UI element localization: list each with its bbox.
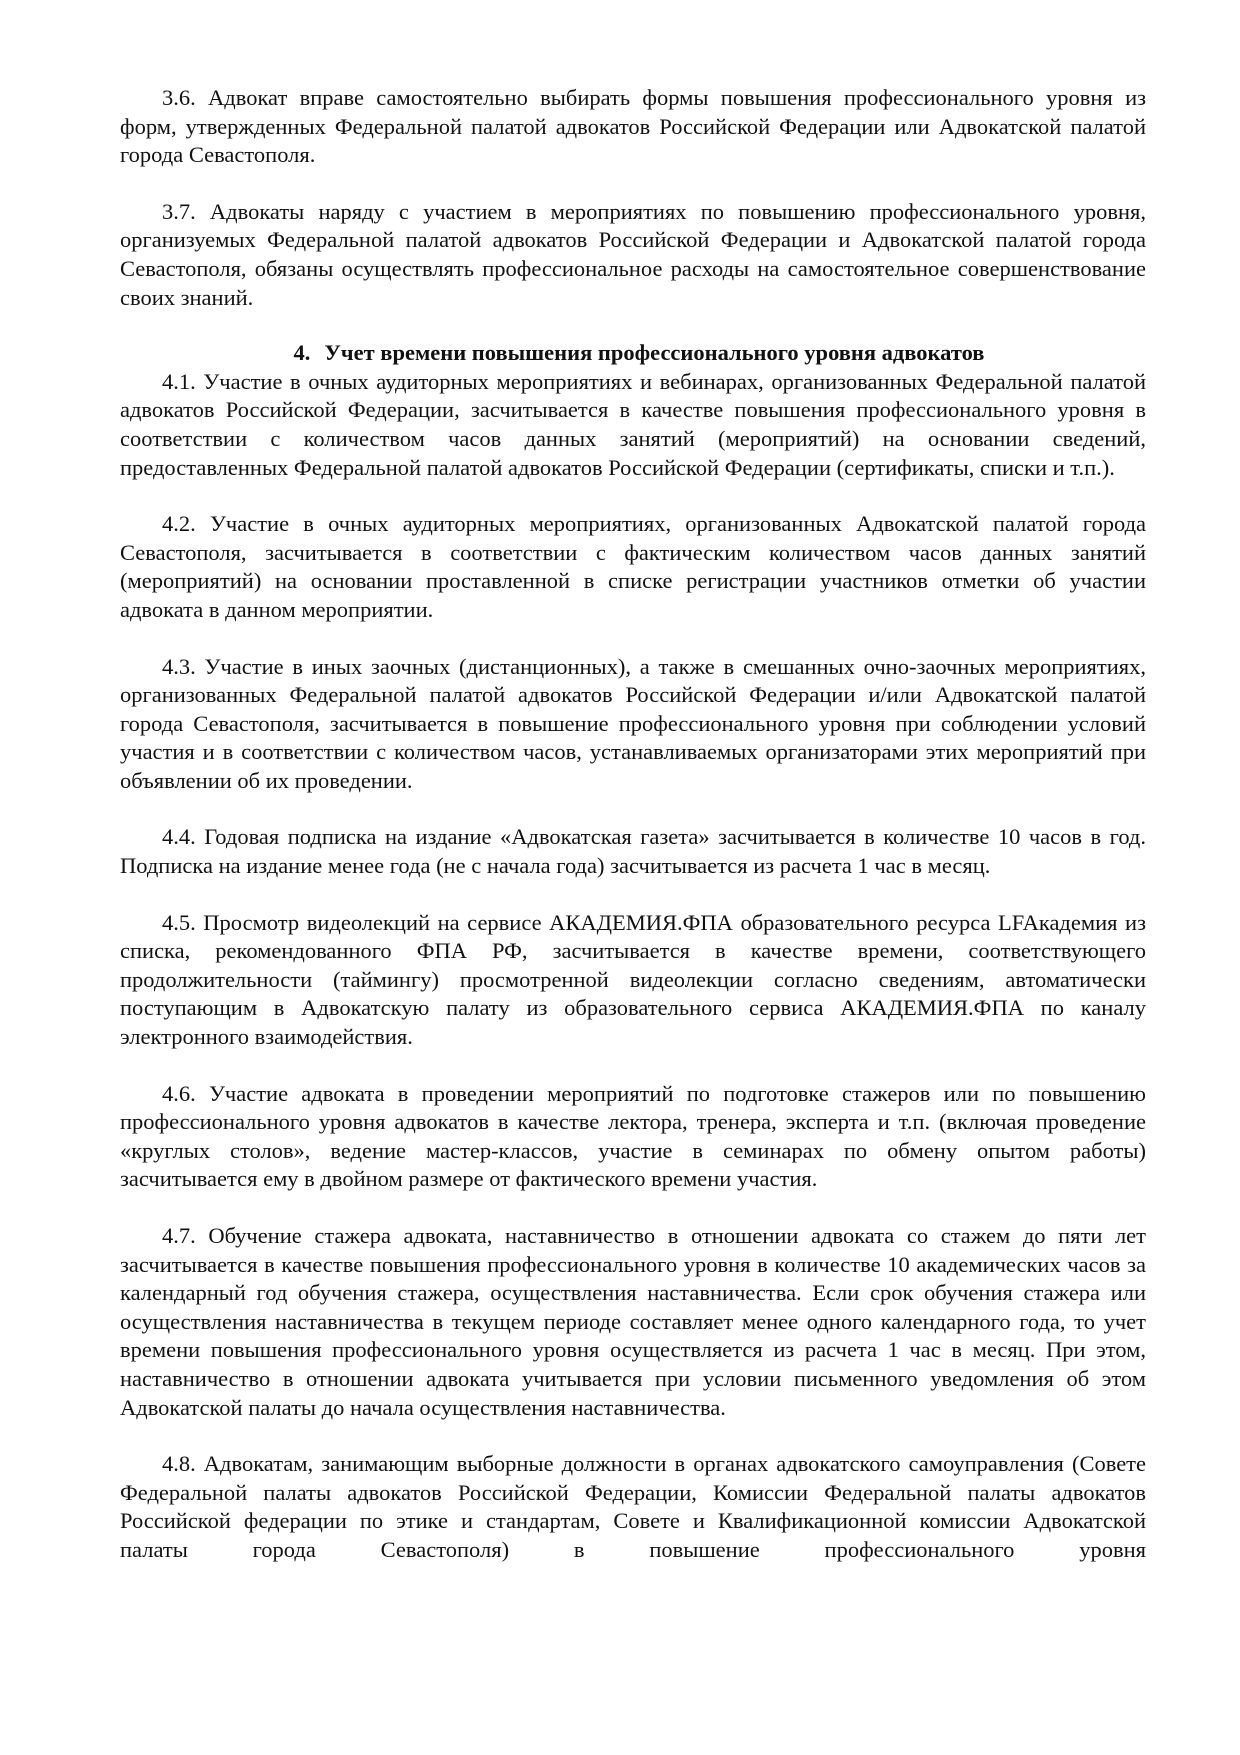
- paragraph-3-6: 3.6. Адвокат вправе самостоятельно выбирать формы повышения профессионального уровня из форм, утвержденных Федеральной палатой адвокатов Российской Федерации или Адвокатской палатой города Севастополя.: [120, 85, 1146, 168]
- document-body: [120, 84, 1146, 1593]
- paragraph-4-5: 4.5. Просмотр видеолекций на сервисе АКАДЕМИЯ.ФПА образовательного ресурса LFAкадемия из списка, рекомендованного ФПА РФ, засчитывается в качестве времени, соответствующего продолжительности (таймингу) просмотренной видеолекции согласно сведениям, автоматически поступающим в Адвокатскую палату из образовательного сервиса АКАДЕМИЯ.ФПА по каналу электронного взаимодействия.: [120, 909, 1146, 1050]
- paragraph-4-3: 4.3. Участие в иных заочных (дистанционных), а также в смешанных очно-заочных мероприятиях, организованных Федеральной палатой адвокатов Российской Федерации и/или Адвокатской палатой города Севастополя, засчитывается в повышение профессионального уровня при соблюдении условий участия и в соответствии с количеством часов, устанавливаемых организаторами этих мероприятий при объявлении об их проведении.: [120, 653, 1146, 793]
- section-4-title: Учет времени повышения профессионального уровня адвокатов: [324, 340, 985, 366]
- section-4-heading: [120, 339, 1146, 368]
- paragraph-4-6: 4.6. Участие адвоката в проведении мероприятий по подготовке стажеров или по повышению профессионального уровня адвокатов в качестве лектора, тренера, эксперта и т.п. (включая проведение «круглых столов», ведение мастер-классов, участие в семинарах по обмену опытом работы) засчитывается ему в двойном размере от фактического времени участия.: [120, 1080, 1146, 1192]
- paragraph-3-7: 3.7. Адвокаты наряду с участием в мероприятиях по повышению профессионального уровня, организуемых Федеральной палатой адвокатов Российской Федерации и Адвокатской палатой города Севастополя, обязаны осуществлять профессиональное расходы на самостоятельное совершенствование своих знаний.: [120, 198, 1146, 310]
- paragraph-4-8: 4.8. Адвокатам, занимающим выборные должности в органах адвокатского самоуправления (Совете Федеральной палаты адвокатов Российской Федерации, Комиссии Федеральной палаты адвокатов Российской федерации по этике и стандартам, Совете и Квалификационной комиссии Адвокатской палаты города Севастополя) в повышение профессионального уровня: [120, 1451, 1146, 1562]
- paragraph-4-4: 4.4. Годовая подписка на издание «Адвокатская газета» засчитывается в количестве 10 часов в год. Подписка на издание менее года (не с начала года) засчитывается из расчета 1 час в месяц.: [120, 824, 1146, 879]
- paragraph-4-2: 4.2. Участие в очных аудиторных мероприятиях, организованных Адвокатской палатой города Севастополя, засчитывается в соответствии с фактическим количеством часов данных занятий (мероприятий) на основании проставленной в списке регистрации участников отметки об участии адвоката в данном мероприятии.: [120, 511, 1146, 622]
- section-4-number: 4.: [293, 340, 311, 366]
- paragraph-4-1: 4.1. Участие в очных аудиторных мероприятиях и вебинарах, организованных Федеральной палатой адвокатов Российской Федерации, засчитывается в качестве повышения профессионального уровня в соответствии с количеством часов данных занятий (мероприятий) на основании сведений, предоставленных Федеральной палатой адвокатов Российской Федерации (сертификаты, списки и т.п.).: [120, 368, 1146, 480]
- paragraph-4-7: 4.7. Обучение стажера адвоката, наставничество в отношении адвоката со стажем до пяти лет засчитывается в качестве повышения профессионального уровня в количестве 10 академических часов за календарный год обучения стажера, осуществления наставничества. Если срок обучения стажера или осуществления наставничества в текущем периоде составляет менее одного календарного года, то учет времени повышения профессионального уровня осуществляется из расчета 1 час в месяц. При этом, наставничество в отношении адвоката учитывается при условии письменного уведомления об этом Адвокатской палаты до начала осуществления наставничества.: [120, 1223, 1146, 1420]
